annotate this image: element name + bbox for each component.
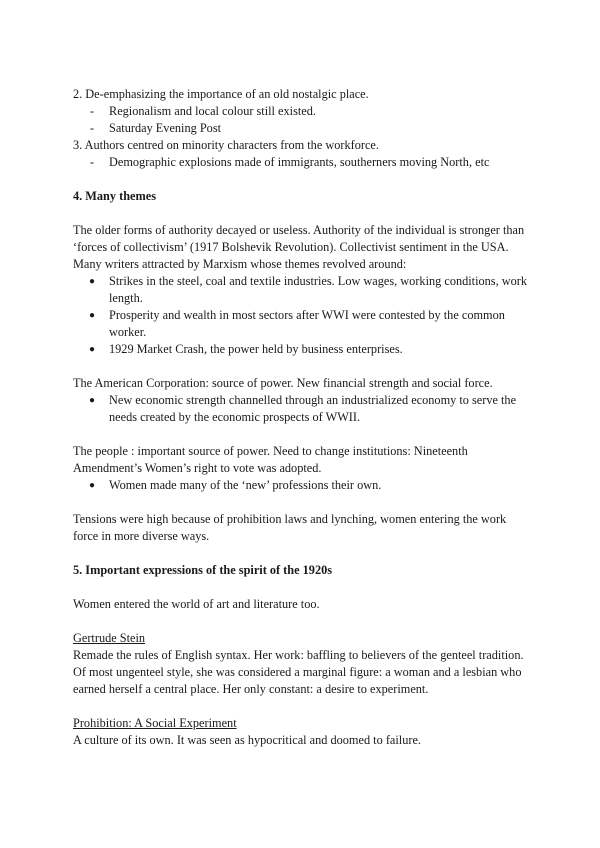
dash-bullet-icon: - (90, 121, 95, 135)
bullet-dot-icon: ● (89, 344, 96, 355)
list-item: ● 1929 Market Crash, the power held by business enterprises. (89, 342, 403, 356)
item2-sublist (73, 103, 533, 137)
list-item: ● Women made many of the ‘new’ professions their own. (89, 478, 382, 492)
list-item: ● Prosperity and wealth in most sectors after WWI were contested by the common worker. (89, 308, 505, 339)
section-heading-5: 5. Important expressions of the spirit of the 1920s (73, 563, 333, 577)
subheading-gertrude-stein: Gertrude Stein (73, 631, 146, 645)
list-item: ● Strikes in the steel, coal and textile industries. Low wages, working conditions, work length. (89, 274, 528, 305)
bullet-dot-icon: ● (89, 480, 96, 491)
bullet-dot-icon: ● (89, 310, 96, 321)
paragraph: The people : important source of power. Need to change institutions: Nineteenth Amendment’s Women’s right to vote was adopted. (73, 444, 468, 475)
list-item-2: 2. De-emphasizing the importance of an old nostalgic place. (73, 87, 369, 101)
paragraph: The American Corporation: source of power. New financial strength and social force. (73, 376, 493, 390)
bullet-dot-icon: ● (89, 276, 96, 287)
paragraph: Women entered the world of art and literature too. (73, 597, 320, 611)
dash-bullet-icon: - (90, 155, 95, 169)
list-item-3: 3. Authors centred on minority characters from the workforce. (73, 138, 379, 152)
document-body (73, 86, 533, 749)
people-bullet-list (73, 477, 533, 494)
dash-bullet-icon: - (90, 104, 95, 118)
paragraph: A culture of its own. It was seen as hypocritical and doomed to failure. (73, 733, 421, 747)
bullet-dot-icon: ● (89, 395, 96, 406)
list-item: - Demographic explosions made of immigrants, southerners moving North, etc (90, 155, 490, 169)
section-heading-4: 4. Many themes (73, 189, 156, 203)
paragraph: Tensions were high because of prohibition laws and lynching, women entering the work force in more diverse ways. (73, 512, 507, 543)
corporation-bullet-list (73, 392, 533, 426)
list-item: ● New economic strength channelled through an industrialized economy to serve the needs created by the economic prospects of WWII. (89, 393, 517, 424)
item3-sublist (73, 154, 533, 171)
paragraph: Remade the rules of English syntax. Her work: baffling to believers of the genteel tradition. Of most ungenteel style, she was considered a marginal figure: a woman and a lesbian who earned herself a central place. Her only constant: a desire to experiment. (73, 648, 524, 696)
subheading-prohibition: Prohibition: A Social Experiment (73, 716, 237, 730)
themes-bullet-list (73, 273, 533, 358)
list-item: - Saturday Evening Post (90, 121, 222, 135)
list-item: - Regionalism and local colour still existed. (90, 104, 316, 118)
paragraph: The older forms of authority decayed or useless. Authority of the individual is stronger than ‘forces of collectivism’ (1917 Bolshevik Revolution). Collectivist sentiment in the USA. Many writers attracted by Marxism whose themes revolved around: (73, 223, 525, 271)
